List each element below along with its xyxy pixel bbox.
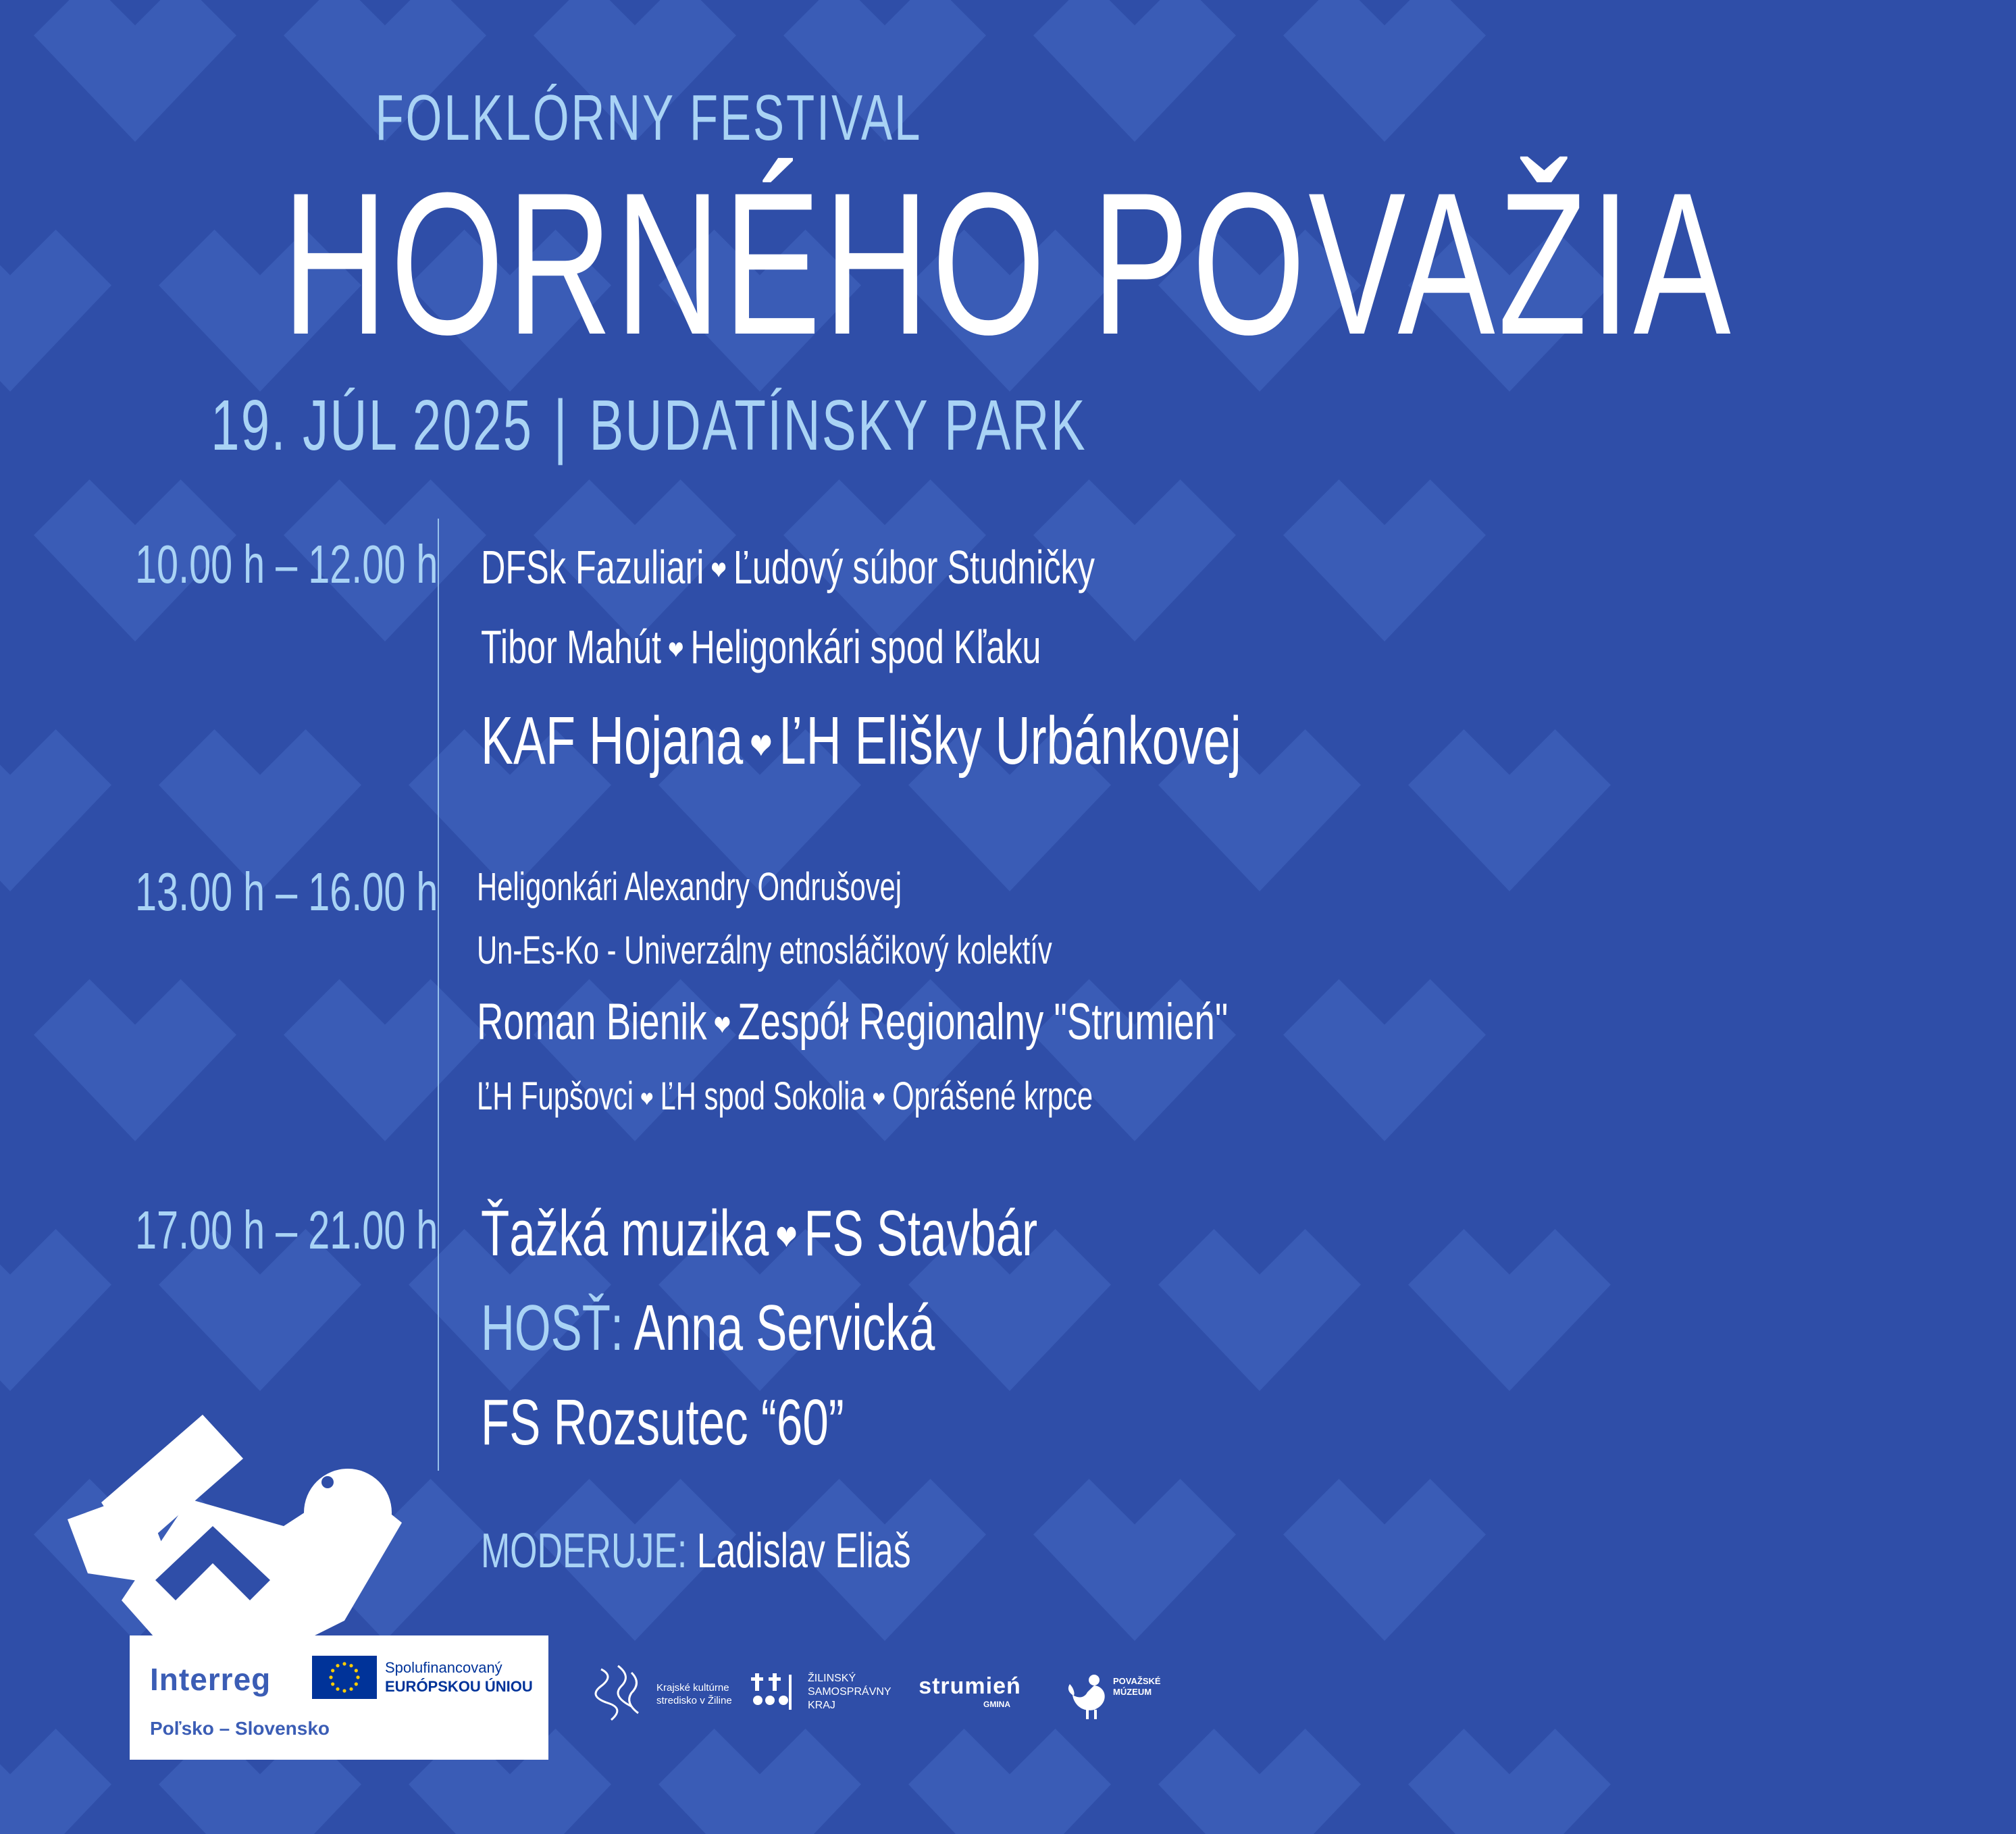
pattern-heart bbox=[284, 979, 486, 1141]
museum-logo: POVAŽSKÉ MÚZEUM bbox=[1067, 1671, 1202, 1731]
guest-label: HOSŤ: bbox=[481, 1292, 624, 1364]
eu-flag-icon bbox=[312, 1656, 377, 1699]
performer-line: Ťažká muzika ❤ FS Stavbár bbox=[481, 1197, 1038, 1269]
guest-name: Anna Servická bbox=[634, 1292, 935, 1364]
eu-star bbox=[355, 1669, 358, 1672]
heart-icon: ❤ bbox=[710, 556, 727, 586]
eu-star bbox=[336, 1664, 339, 1667]
heart-icon: ❤ bbox=[713, 1010, 731, 1042]
festival-title: HORNÉHO POVAŽIA bbox=[282, 150, 1734, 377]
interreg-logo-box bbox=[130, 1635, 548, 1760]
moderator-label: MODERUJE: bbox=[481, 1524, 688, 1578]
interreg-region: Poľsko – Slovensko bbox=[150, 1718, 330, 1739]
kks-mark-icon bbox=[594, 1662, 647, 1723]
performer-line: FS Rozsutec “60” bbox=[481, 1386, 844, 1459]
performer-line: ĽH Fupšovci ❤ ĽH spod Sokolia ❤ Oprášené krpce bbox=[477, 1074, 1093, 1118]
zsk-logo: ŽILINSKÝ SAMOSPRÁVNY KRAJ bbox=[750, 1668, 885, 1722]
performer-line: Heligonkári Alexandry Ondrušovej bbox=[477, 865, 902, 909]
heart-icon: ❤ bbox=[668, 636, 684, 666]
bird-eye bbox=[321, 1476, 334, 1488]
eu-star bbox=[356, 1675, 359, 1679]
pattern-heart bbox=[658, 1729, 861, 1834]
kks-logo: Krajské kultúrne stredisko v Žiline bbox=[594, 1662, 729, 1723]
eu-star bbox=[336, 1687, 339, 1691]
schedule-divider-line bbox=[438, 519, 439, 1471]
performer-line: KAF Hojana ❤ ĽH Elišky Urbánkovej bbox=[481, 703, 1241, 779]
date-divider: | bbox=[553, 386, 569, 465]
time-slot-1: 10.00 h – 12.00 h bbox=[135, 534, 438, 594]
eu-star bbox=[349, 1687, 353, 1691]
pattern-heart bbox=[908, 1729, 1111, 1834]
eu-star bbox=[342, 1662, 346, 1665]
time-slot-2: 13.00 h – 16.00 h bbox=[135, 862, 438, 922]
event-venue: BUDATÍNSKY PARK bbox=[588, 386, 1087, 465]
zsk-coat-icon bbox=[750, 1668, 802, 1715]
eu-star bbox=[329, 1675, 332, 1679]
eu-star bbox=[331, 1669, 334, 1672]
moderator-name: Ladislav Eliaš bbox=[696, 1524, 911, 1578]
eu-star bbox=[342, 1689, 346, 1692]
moderator-line bbox=[481, 1523, 1078, 1579]
pattern-heart bbox=[1283, 1479, 1486, 1641]
guest-line bbox=[481, 1291, 1112, 1365]
performer-line: Tibor Mahút ❤ Heligonkári spod Kľaku bbox=[481, 621, 1041, 673]
pattern-heart bbox=[0, 1729, 111, 1834]
eu-cofinance-text: Spolufinancovaný EURÓPSKOU ÚNIOU bbox=[385, 1659, 533, 1695]
event-date: 19. JÚL 2025 bbox=[210, 386, 533, 465]
heart-icon: ❤ bbox=[750, 725, 773, 767]
pattern-heart bbox=[1283, 0, 1486, 142]
festival-kicker: FOLKLÓRNY FESTIVAL bbox=[375, 82, 922, 154]
pattern-heart bbox=[0, 729, 111, 891]
performer-line: DFSk Fazuliari ❤ Ľudový súbor Studničky bbox=[481, 541, 1095, 594]
performer-line: Un-Es-Ko - Univerzálny etnosláčikový kolektív bbox=[477, 928, 1052, 972]
pattern-heart bbox=[1408, 1229, 1611, 1391]
time-slot-3: 17.00 h – 21.00 h bbox=[135, 1200, 438, 1260]
pattern-heart bbox=[1158, 1729, 1361, 1834]
strumien-logo: strumień GMINA bbox=[919, 1673, 1021, 1709]
date-venue bbox=[0, 385, 1297, 467]
pattern-heart bbox=[1408, 1729, 1611, 1834]
pattern-heart bbox=[34, 979, 236, 1141]
pattern-heart bbox=[0, 1229, 111, 1391]
heart-icon: ❤ bbox=[640, 1086, 654, 1111]
heart-icon: ❤ bbox=[872, 1086, 885, 1111]
rooster-icon bbox=[1067, 1671, 1113, 1725]
eu-star bbox=[349, 1664, 353, 1667]
bird-icon bbox=[61, 1418, 412, 1661]
heart-icon: ❤ bbox=[775, 1218, 798, 1259]
interreg-wordmark: Interreg bbox=[150, 1662, 272, 1697]
eu-star bbox=[331, 1682, 334, 1685]
eu-star bbox=[355, 1682, 358, 1685]
performer-line: Roman Bienik ❤ Zespół Regionalny "Strumień" bbox=[477, 993, 1229, 1051]
